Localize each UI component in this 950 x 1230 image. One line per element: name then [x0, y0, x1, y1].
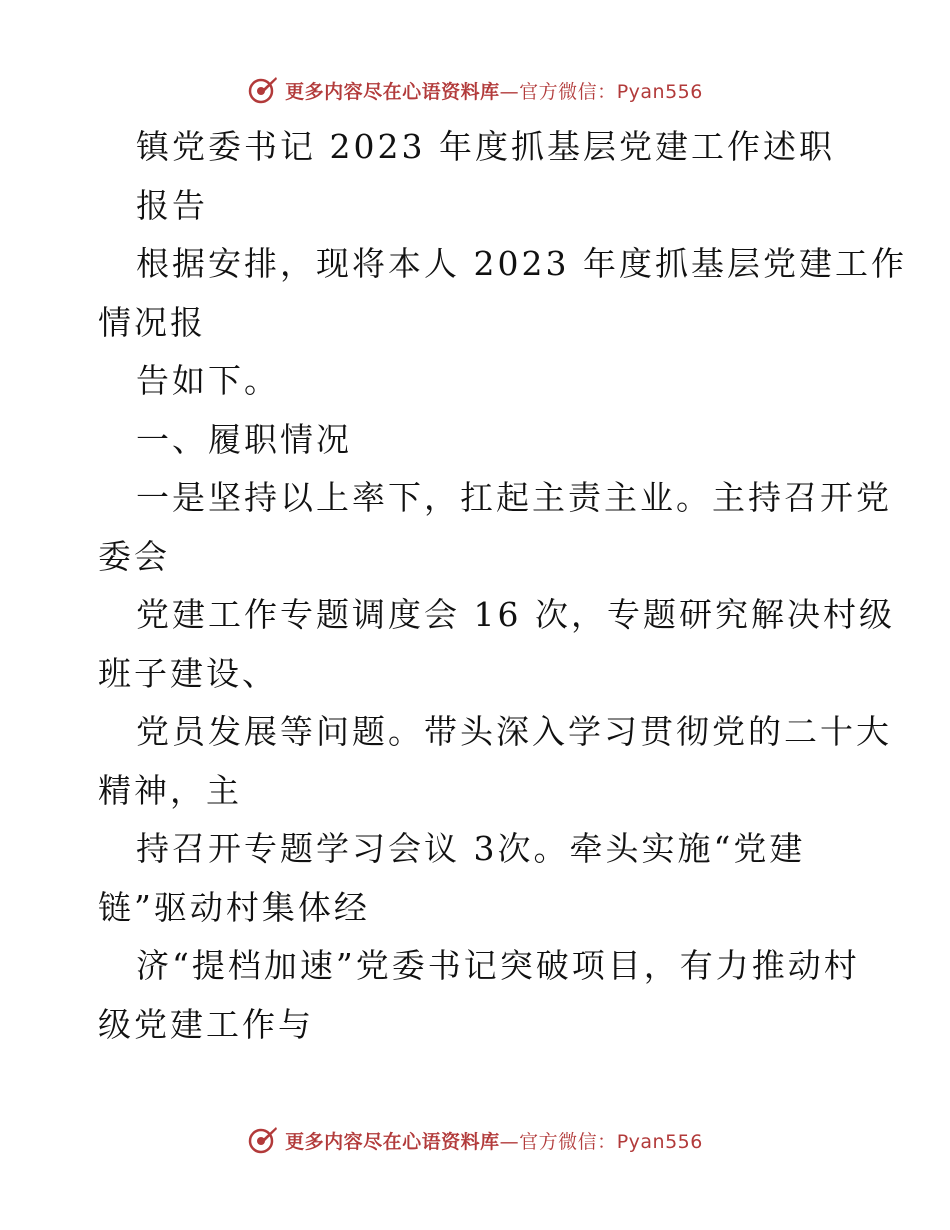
watermark-wechat-label: 官方微信：	[519, 1130, 617, 1153]
footer-watermark	[0, 1120, 950, 1160]
watermark-text	[285, 77, 703, 104]
quill-seal-icon	[247, 74, 279, 106]
document-title-line-1: 镇党委书记 2023 年度抓基层党建工作述职	[136, 127, 835, 166]
watermark-brand: 更多内容尽在心语资料库	[285, 80, 500, 103]
paragraph-line: 党建工作专题调度会 16 次，专题研究解决村级	[136, 595, 895, 634]
paragraph-line: 精神，主	[98, 770, 242, 810]
watermark-brand: 更多内容尽在心语资料库	[285, 1130, 500, 1153]
document-title-line-2: 报告	[136, 185, 208, 225]
paragraph-line: 一是坚持以上率下，扛起主责主业。主持召开党	[136, 478, 892, 517]
watermark-wechat-id: Pyan556	[616, 80, 703, 103]
watermark-wechat-id: Pyan556	[616, 1130, 703, 1153]
quill-seal-icon	[247, 1124, 279, 1156]
paragraph-line: 济“提档加速”党委书记突破项目，有力推动村	[136, 946, 860, 985]
watermark-wechat-label: 官方微信：	[519, 80, 617, 103]
watermark-text	[285, 1127, 703, 1154]
header-watermark	[0, 70, 950, 110]
paragraph-line: 链”驱动村集体经	[98, 887, 370, 927]
paragraph-line: 党员发展等问题。带头深入学习贯彻党的二十大	[136, 712, 892, 751]
paragraph-line: 委会	[98, 536, 170, 576]
watermark-dash: —	[499, 80, 520, 103]
paragraph-line: 根据安排，现将本人 2023 年度抓基层党建工作	[136, 244, 907, 283]
paragraph-line: 班子建设、	[98, 653, 278, 693]
paragraph-line: 告如下。	[136, 361, 280, 400]
document-body	[98, 118, 907, 1054]
watermark-dash: —	[499, 1130, 520, 1153]
paragraph-line: 情况报	[98, 302, 206, 342]
paragraph-line: 持召开专题学习会议 3次。牵头实施“党建	[136, 829, 806, 868]
section-heading: 一、履职情况	[136, 419, 352, 459]
paragraph-line: 级党建工作与	[98, 1004, 314, 1044]
